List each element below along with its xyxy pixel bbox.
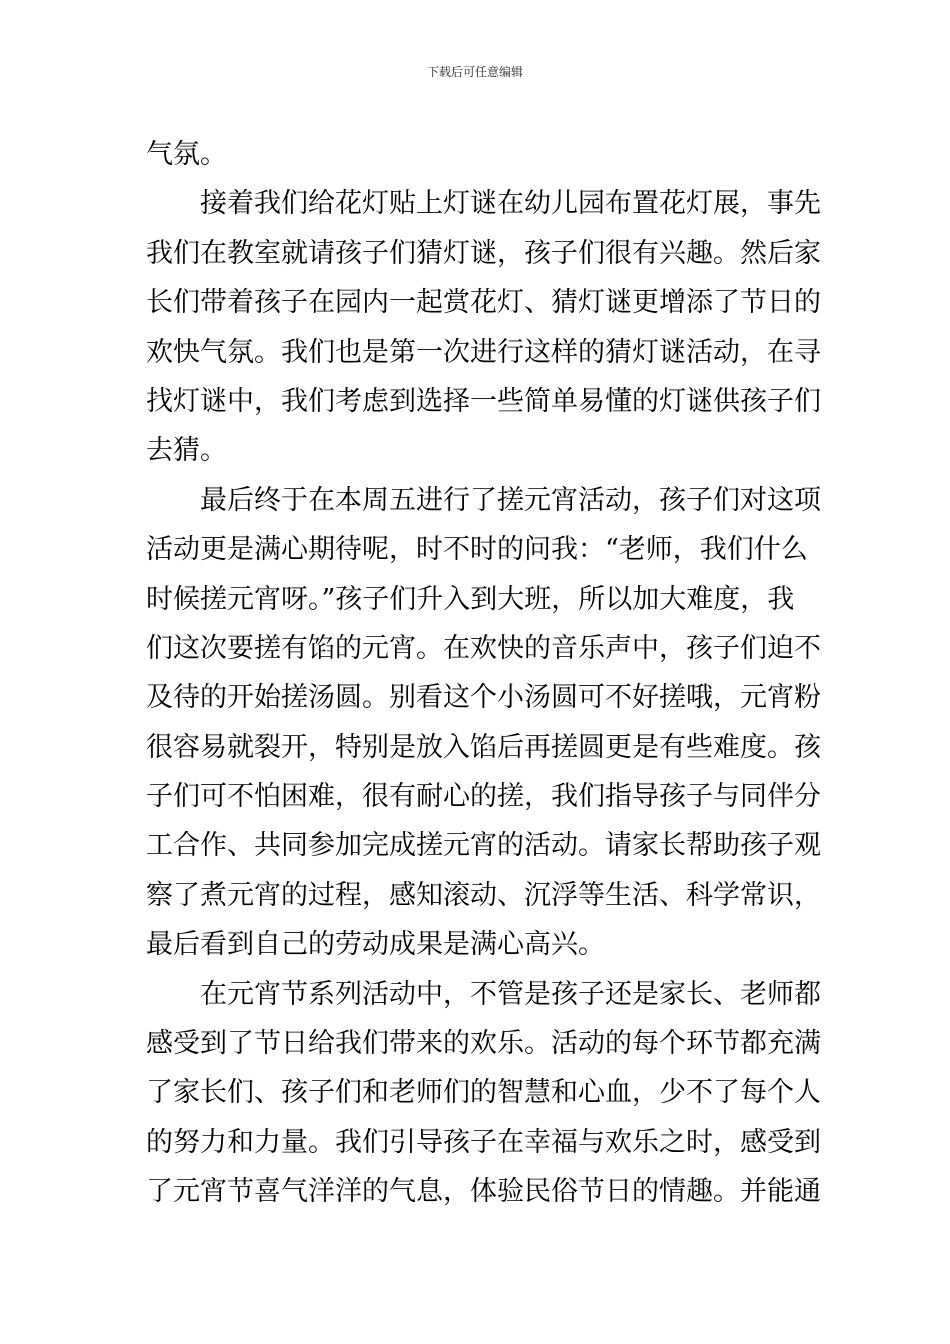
paragraph-first-line: 在元宵节系列活动中，不管是孩子还是家长、老师都 xyxy=(200,978,821,1010)
text-line: 了家长们、孩子们和老师们的智慧和心血，少不了每个人 xyxy=(146,1077,821,1109)
text-line: 工合作、共同参加完成搓元宵的活动。请家长帮助孩子观 xyxy=(146,830,821,862)
text-line: 长们带着孩子在园内一起赏花灯、猜灯谜更增添了节日的 xyxy=(146,287,821,319)
paragraph-first-line: 最后终于在本周五进行了搓元宵活动，孩子们对这项 xyxy=(200,484,821,516)
text-line: 很容易就裂开，特别是放入馅后再搓圆更是有些难度。孩 xyxy=(146,731,821,763)
text-line: 察了煮元宵的过程，感知滚动、沉浮等生活、科学常识， xyxy=(146,879,821,911)
text-line: 气氛。 xyxy=(146,139,227,170)
text-line: 我们在教室就请孩子们猜灯谜，孩子们很有兴趣。然后家 xyxy=(146,237,821,269)
page-header: 下载后可任意编辑 xyxy=(426,65,523,79)
text-line: 欢快气氛。我们也是第一次进行这样的猜灯谜活动，在寻 xyxy=(146,336,821,368)
text-line: 去猜。 xyxy=(146,435,227,467)
text-line: 们这次要搓有馅的元宵。在欢快的音乐声中，孩子们迫不 xyxy=(146,632,821,664)
text-line: 最后看到自己的劳动成果是满心高兴。 xyxy=(146,929,605,961)
text-line: 及待的开始搓汤圆。别看这个小汤圆可不好搓哦，元宵粉 xyxy=(146,682,821,714)
text-line: 感受到了节日给我们带来的欢乐。活动的每个环节都充满 xyxy=(146,1028,821,1060)
document-body xyxy=(146,130,821,1217)
text-line: 时候搓元宵呀。”孩子们升入到大班，所以加大难度，我 xyxy=(146,583,795,615)
text-line: 的努力和力量。我们引导孩子在幸福与欢乐之时，感受到 xyxy=(146,1126,821,1158)
text-line: 活动更是满心期待呢，时不时的问我：“老师，我们什么 xyxy=(146,534,808,566)
text-line: 子们可不怕困难，很有耐心的搓，我们指导孩子与同伴分 xyxy=(146,781,821,813)
paragraph-first-line: 接着我们给花灯贴上灯谜在幼儿园布置花灯展，事先 xyxy=(200,188,821,220)
text-line: 了元宵节喜气洋洋的气息，体验民俗节日的情趣。并能通 xyxy=(146,1176,821,1208)
text-line: 找灯谜中，我们考虑到选择一些简单易懂的灯谜供孩子们 xyxy=(146,385,821,417)
